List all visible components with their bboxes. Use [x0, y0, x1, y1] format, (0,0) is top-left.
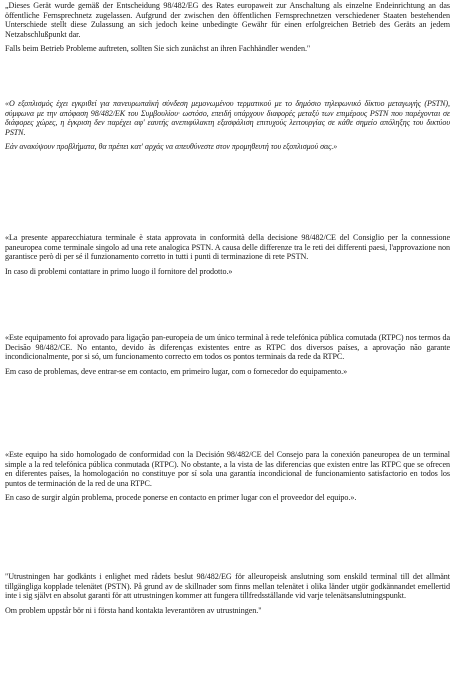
- paragraph: Em caso de problemas, deve entrar-se em contacto, em primeiro lugar, com o fornecedor do equipamento.»: [5, 366, 348, 376]
- paragraph: «Este equipo ha sido homologado de conformidad con la Decisión 98/482/CE del Consejo para la conexión paneuropea de un terminal simple a la red telefónica pública conmutada (RTPC). No obstante, a la vista de las diferencias que existen entre las RTPC que se ofrecen en diferentes países, la homologación no constituye por sí sola una garantía incondicional de funcionamiento satisfactorio en todos los puntos de terminación de la red de una RTPC.: [5, 450, 450, 488]
- paragraph: «Este equipamento foi aprovado para ligação pan-europeia de um único terminal à rede telefónica pública comutada (RTPC) nos termos da Decisão 98/482/CE. No entanto, devido às diferenças existentes entre as RTPC dos diversos países, a aprovação não garante incondicionalmente, por si só, um funcionamento correcto em todos os pontos terminais da rede da RTPC.: [5, 333, 450, 362]
- paragraph: Εάν ανακύψουν προβλήματα, θα πρέπει κατ' αρχάς να απευθύνεστε στον προμηθευτή του εξοπλισμού σας.»: [5, 142, 338, 152]
- paragraph: «Ο εξοπλισμός έχει εγκριθεί για πανευρωπαϊκή σύνδεση μεμονωμένου τερματικού με το δημόσιο τηλεφωνικό δίκτυο μεταγωγής (PSTN), σύμφωνα με την απόφαση 98/482/ΕΚ του Συμβουλίου· ωστόσο, επειδή υπάρχουν διαφορές μεταξύ των επιμέρους PSTN που παρέχονται σε διάφορες χώρες, η έγκριση δεν παρέχει αφ' εαυτής ανεπιφύλακτη εξασφάλιση επιτυχούς λειτουργίας σε κάθε σημείο απόληξης του δικτύου PSTN.: [5, 99, 450, 137]
- notice-swedish: [5, 572, 450, 615]
- paragraph: «La presente apparecchiatura terminale è stata approvata in conformità della decisione 98/482/CE del Consiglio per la connessione paneuropea come terminale singolo ad una rete analogica PSTN. A causa delle differenze tra le reti dei differenti paesi, l'approvazione non garantisce però di per sé il funzionamento corretto in tutti i punti di terminazione di rete PSTN.: [5, 233, 450, 262]
- notice-portuguese: [5, 333, 450, 376]
- notice-greek: [5, 99, 450, 152]
- notice-spanish: [5, 450, 450, 503]
- paragraph: En caso de surgir algún problema, procede ponerse en contacto en primer lugar con el proveedor del equipo.».: [5, 493, 357, 503]
- notice-italian: [5, 233, 450, 276]
- paragraph: Falls beim Betrieb Probleme auftreten, sollten Sie sich zunächst an ihren Fachhändler wenden.": [5, 44, 311, 54]
- paragraph: „Dieses Gerät wurde gemäß der Entscheidung 98/482/EG des Rates europaweit zur Anschaltung als einzelne Endeinrichtung an das öffentliche Fernsprechnetz zugelassen. Aufgrund der zwischen den öffentlichen Fernsprechnetzen verschiedener Staaten bestehenden Unterschiede stellt diese Zulassung an sich jedoch keine unbedingte Gewähr für einen erfolgreichen Betrieb des Geräts an jedem Netzabschlußpunkt dar.: [5, 1, 450, 39]
- paragraph: Om problem uppstår bör ni i första hand kontakta leverantören av utrustningen.": [5, 605, 262, 615]
- notice-german: [5, 1, 450, 54]
- paragraph: In caso di problemi contattare in primo luogo il fornitore del prodotto.»: [5, 266, 233, 276]
- paragraph: "Utrustningen har godkänts i enlighet med rådets beslut 98/482/EG för alleuropeisk anslutning som enskild terminal till det allmänt tillgängliga kopplade telenätet (PSTN). På grund av de skillnader som finns mellan telenätet i olika länder utgör godkännandet emellertid inte i sig självt en absolut garanti för att utrustningen kommer att fungera tillfredsställande vid varje telenätsanslutningspunkt.: [5, 572, 450, 601]
